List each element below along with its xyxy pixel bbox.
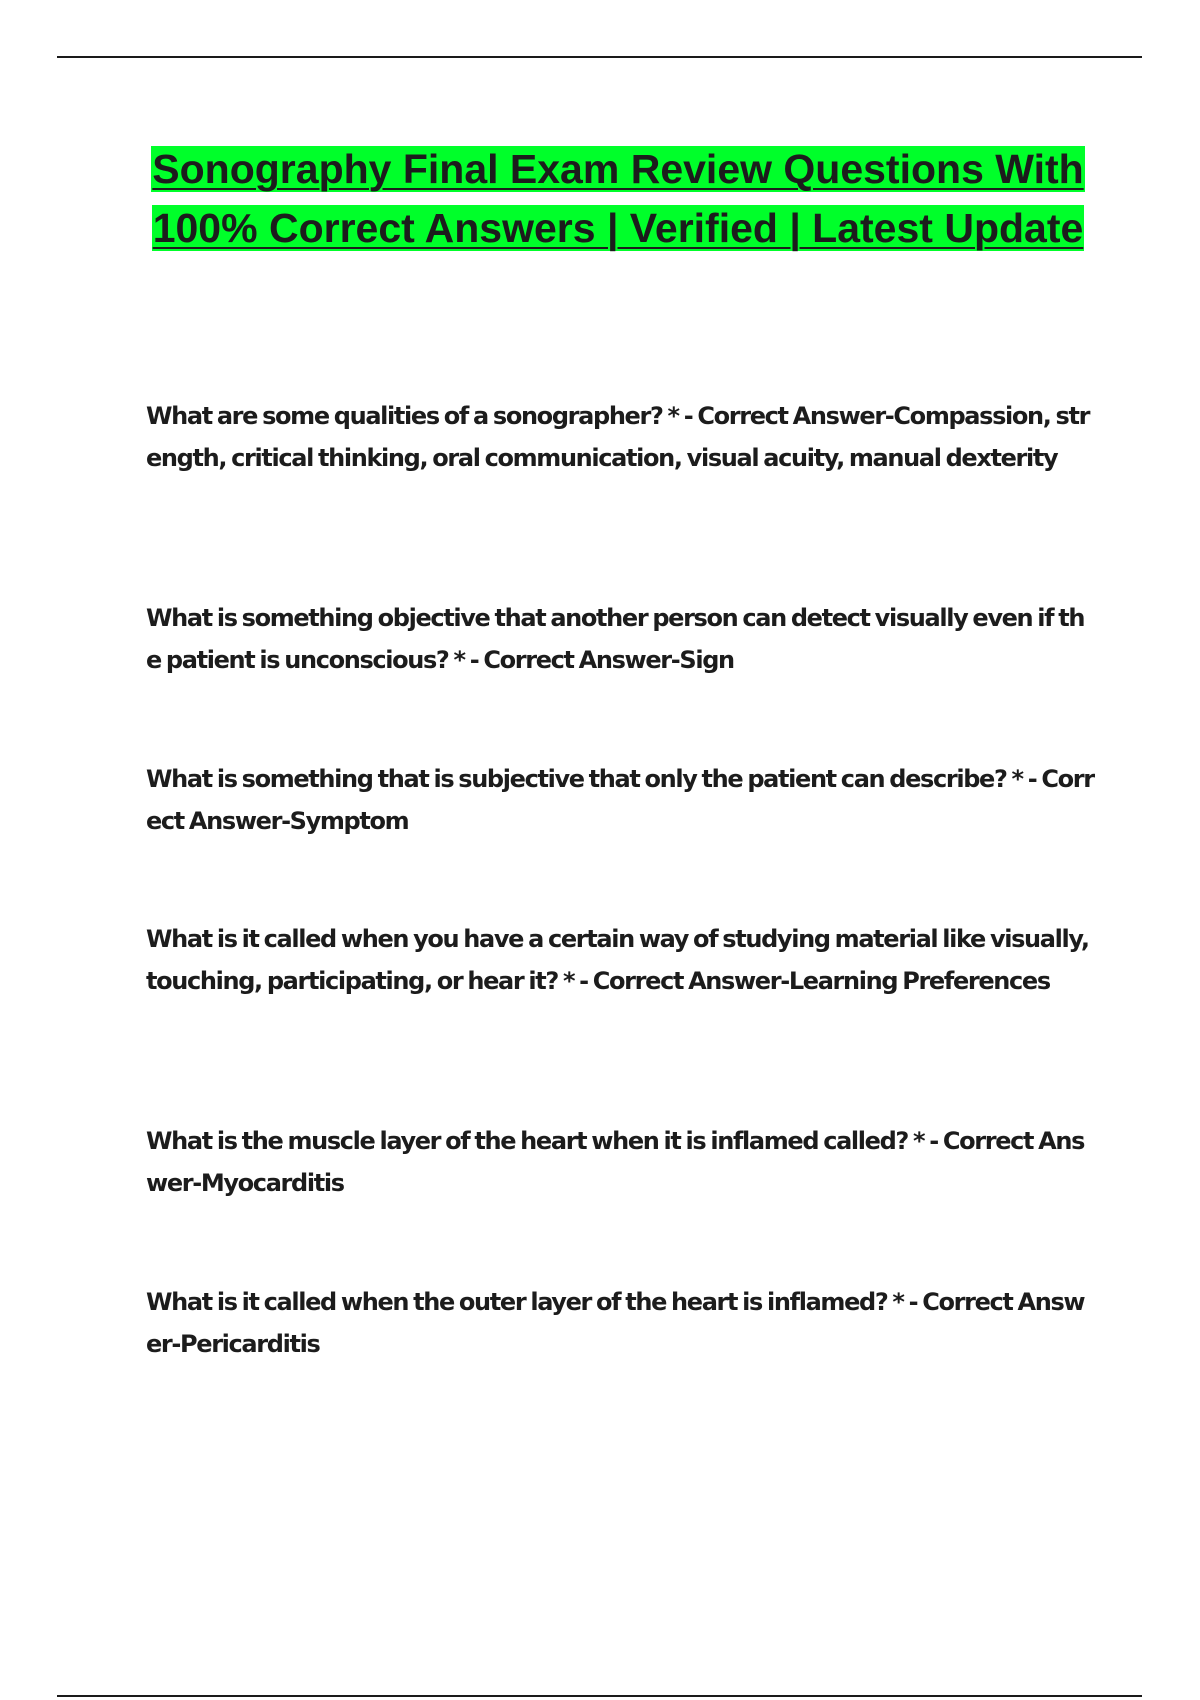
qa-item: What is it called when the outer layer of the heart is inflamed? * - Correct Answer-Pericarditis: [146, 1288, 1085, 1358]
qa-item: What are some qualities of a sonographer? * - Correct Answer-Compassion, strength, critical thinking, oral communication, visual acuity, manual dexterity: [146, 402, 1090, 472]
bottom-rule: [57, 1695, 1142, 1697]
document-title-text: Sonography Final Exam Review Questions With 100% Correct Answers | Verified | Latest Update: [152, 146, 1084, 251]
qa-item: What is something that is subjective that only the patient can describe? * - Correct Answer-Symptom: [146, 765, 1094, 835]
qa-item: What is the muscle layer of the heart when it is inflamed called? * - Correct Answer-Myocarditis: [146, 1127, 1085, 1197]
document-title: [150, 140, 1086, 258]
qa-item: What is it called when you have a certain way of studying material like visually, touching, participating, or hear it? * - Correct Answer-Learning Preferences: [146, 925, 1089, 995]
top-rule: [57, 56, 1142, 58]
qa-item: What is something objective that another person can detect visually even if the patient is unconscious? * - Correct Answer-Sign: [146, 604, 1085, 674]
